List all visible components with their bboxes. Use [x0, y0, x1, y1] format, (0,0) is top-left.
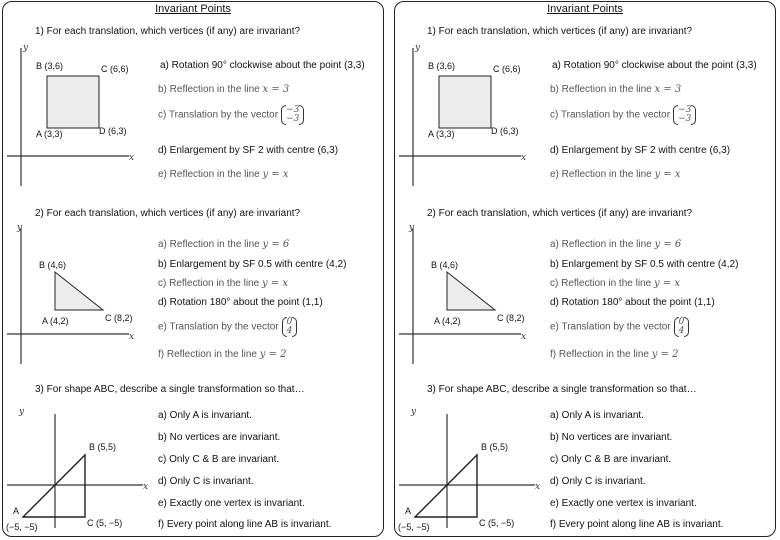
q3-vertex-c: C (5, −5) [87, 518, 123, 528]
q2-option-b: b) Enlargement by SF 0.5 with centre (4,2) [550, 259, 739, 270]
q2-option-a: a) Reflection in the line y = 6 [158, 239, 290, 250]
q1-x-axis-label: x [521, 153, 527, 163]
q2-option-d: d) Rotation 180° about the point (1,1) [550, 297, 715, 308]
q2-vertex-a: A (4,2) [42, 316, 69, 326]
q3-vertex-a: A [13, 506, 20, 516]
q3-y-axis-label: y [19, 407, 25, 417]
q2-option-c: c) Reflection in the line y = x [158, 278, 288, 289]
q3-y-axis-label: y [411, 407, 417, 417]
q1-vector: −3 −3 [281, 106, 304, 124]
q1-prompt: 1) For each translation, which vertices (if any) are invariant? [35, 26, 301, 37]
q2-vertex-b: B (4,6) [39, 260, 67, 270]
q3-option-d: d) Only C is invariant. [550, 476, 646, 487]
q3-vertex-c: C (5, −5) [479, 518, 515, 528]
q2-option-f: f) Reflection in the line y = 2 [158, 349, 287, 360]
q3-diagram [3, 402, 153, 532]
q1-option-e: e) Reflection in the line y = x [158, 169, 289, 180]
q1-diagram [395, 40, 535, 190]
q1-option-e: e) Reflection in the line y = x [550, 169, 681, 180]
q1-option-a: a) Rotation 90° clockwise about the point (3,3) [552, 60, 757, 71]
q2-option-a: a) Reflection in the line y = 6 [550, 239, 682, 250]
q1-vertex-d: D (6,3) [491, 126, 519, 136]
q2-vertex-a: A (4,2) [434, 316, 461, 326]
q1-option-a: a) Rotation 90° clockwise about the point (3,3) [160, 60, 365, 71]
q3-vertex-b: B (5,5) [481, 442, 509, 452]
q2-x-axis-label: x [129, 332, 135, 342]
q3-option-f: f) Every point along line AB is invariant. [550, 519, 724, 530]
q1-option-d: d) Enlargement by SF 2 with centre (6,3) [550, 145, 731, 156]
q2-option-e: e) Translation by the vector 0 4 [158, 318, 297, 336]
q2-vertex-b: B (4,6) [431, 260, 459, 270]
q3-option-c: c) Only C & B are invariant. [550, 454, 672, 465]
q1-option-c: c) Translation by the vector −3 −3 [550, 106, 696, 124]
worksheet-card-right [394, 1, 776, 537]
q3-option-a: a) Only A is invariant. [550, 410, 644, 421]
q3-option-a: a) Only A is invariant. [158, 410, 252, 421]
q1-vertex-b: B (3,6) [36, 61, 64, 71]
q2-prompt: 2) For each translation, which vertices (if any) are invariant? [35, 208, 301, 219]
q2-y-axis-label: y [17, 223, 23, 233]
q3-option-b: b) No vertices are invariant. [550, 432, 673, 443]
q3-x-axis-label: x [535, 482, 541, 492]
q1-vertex-b: B (3,6) [428, 61, 456, 71]
q3-x-axis-label: x [143, 482, 149, 492]
q2-diagram [395, 222, 535, 372]
q1-option-c: c) Translation by the vector −3 −3 [158, 106, 304, 124]
q3-option-d: d) Only C is invariant. [158, 476, 254, 487]
q3-option-f: f) Every point along line AB is invariant. [158, 519, 332, 530]
q2-option-d: d) Rotation 180° about the point (1,1) [158, 297, 323, 308]
q3-diagram [395, 402, 545, 532]
q3-option-b: b) No vertices are invariant. [158, 432, 281, 443]
worksheet-card-left [2, 1, 384, 537]
q1-y-axis-label: y [23, 43, 29, 53]
q1-vector: −3 −3 [673, 106, 696, 124]
q2-option-c: c) Reflection in the line y = x [550, 278, 680, 289]
q3-vertex-a: A [405, 506, 412, 516]
q1-vertex-c: C (6,6) [493, 64, 521, 74]
q2-option-e: e) Translation by the vector 0 4 [550, 318, 689, 336]
q3-option-c: c) Only C & B are invariant. [158, 454, 280, 465]
q2-vector: 0 4 [674, 318, 690, 336]
q1-vertex-d: D (6,3) [99, 126, 127, 136]
q2-vertex-c: C (8,2) [105, 313, 133, 323]
q1-vertex-a: A (3,3) [428, 129, 455, 139]
q3-prompt: 3) For shape ABC, describe a single transformation so that… [35, 384, 305, 395]
q1-y-axis-label: y [415, 43, 421, 53]
q1-option-b: b) Reflection in the line x = 3 [550, 84, 682, 95]
q2-diagram [3, 222, 143, 372]
q2-option-b: b) Enlargement by SF 0.5 with centre (4,2) [158, 259, 347, 270]
q2-prompt: 2) For each translation, which vertices (if any) are invariant? [427, 208, 693, 219]
q1-option-d: d) Enlargement by SF 2 with centre (6,3) [158, 145, 339, 156]
q1-vertex-a: A (3,3) [36, 129, 63, 139]
q2-vector: 0 4 [282, 318, 298, 336]
page-title: Invariant Points [155, 3, 231, 15]
q3-vertex-b: B (5,5) [89, 442, 117, 452]
q1-diagram [3, 40, 143, 190]
page-title: Invariant Points [547, 3, 623, 15]
q2-x-axis-label: x [521, 332, 527, 342]
q2-option-f: f) Reflection in the line y = 2 [550, 349, 679, 360]
q3-vertex-a-coord: (−5, −5) [6, 522, 38, 532]
q2-vertex-c: C (8,2) [497, 313, 525, 323]
q3-option-e: e) Exactly one vertex is invariant. [158, 498, 305, 509]
q1-option-b: b) Reflection in the line x = 3 [158, 84, 290, 95]
q1-vertex-c: C (6,6) [101, 64, 129, 74]
q2-y-axis-label: y [409, 223, 415, 233]
q1-x-axis-label: x [129, 153, 135, 163]
q1-prompt: 1) For each translation, which vertices (if any) are invariant? [427, 26, 693, 37]
q3-prompt: 3) For shape ABC, describe a single transformation so that… [427, 384, 697, 395]
q3-option-e: e) Exactly one vertex is invariant. [550, 498, 697, 509]
q3-vertex-a-coord: (−5, −5) [398, 522, 430, 532]
